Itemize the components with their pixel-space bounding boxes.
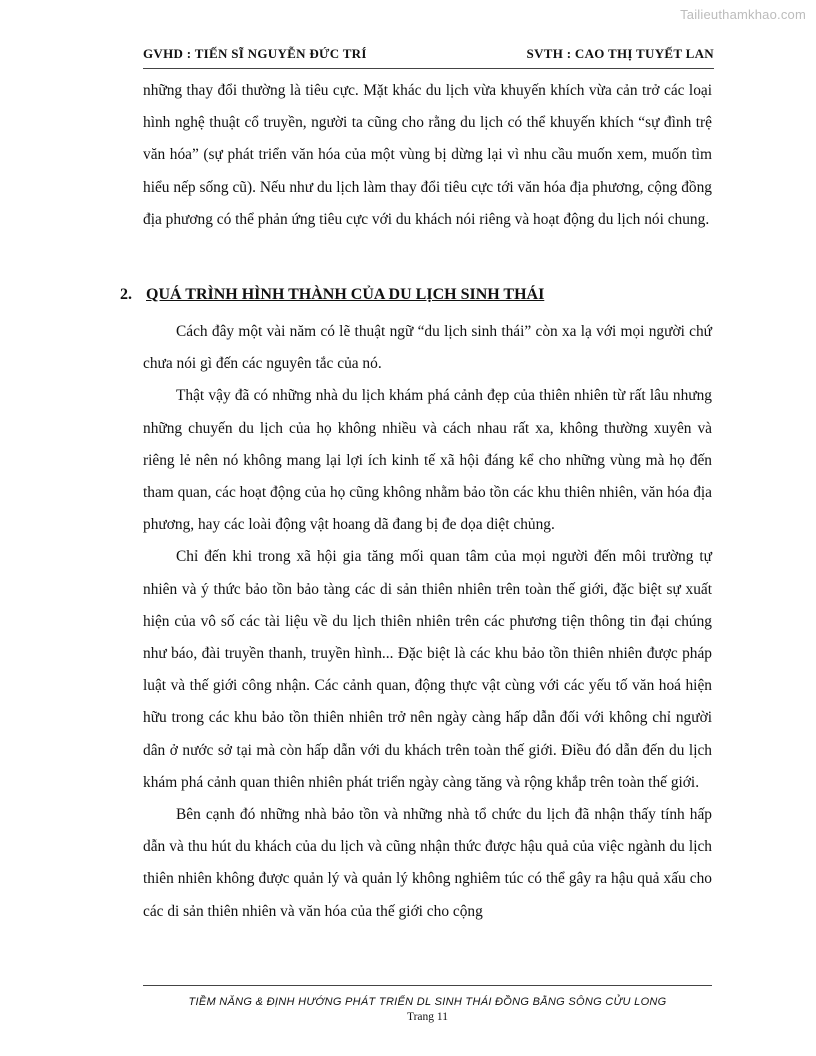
paragraph-4: Bên cạnh đó những nhà bảo tồn và những nhà tổ chức du lịch đã nhận thấy tính hấp dẫn và thu hút du khách của du lịch và cũng nhận thức được hậu quả của việc ngành du lịch thiên nhiên không được quản lý và quản lý không nghiêm túc có thể gây ra hậu quả xấu cho các di sản thiên nhiên và văn hóa của thế giới cho cộng: [143, 806, 712, 920]
section-title: QUÁ TRÌNH HÌNH THÀNH CỦA DU LỊCH SINH THÁI: [146, 286, 545, 303]
section-heading: [120, 286, 544, 304]
header-advisor: GVHD : TIẾN SĨ NGUYỄN ĐỨC TRÍ: [143, 46, 367, 61]
paragraph-3: Chỉ đến khi trong xã hội gia tăng mối quan tâm của mọi người đến môi trường tự nhiên và ý thức bảo tồn bảo tàng các di sản thiên nhiên trên toàn thế giới, đặc biệt sự xuất hiện của vô số các tài liệu về du lịch thiên nhiên trên các phương tiện thông tin đại chúng như báo, đài truyền thanh, truyền hình... Đặc biệt là các khu bảo tồn thiên nhiên được pháp luật và thế giới công nhận. Các cảnh quan, động thực vật cùng với các yếu tố văn hoá hiện hữu trong các khu bảo tồn thiên nhiên trở nên ngày càng hấp dẫn đối với không chỉ người dân ở nước sở tại mà còn hấp dẫn với du khách trên toàn thế giới. Điều đó dẫn đến du lịch khám phá cảnh quan thiên nhiên phát triển ngày càng tăng và rộng khắp trên toàn thế giới.: [143, 548, 712, 791]
paragraph-1: Cách đây một vài năm có lẽ thuật ngữ “du lịch sinh thái” còn xa lạ với mọi người chứ chưa nói gì đến các nguyên tắc của nó.: [143, 323, 712, 373]
watermark-text: Tailieuthamkhao.com: [680, 7, 806, 22]
intro-paragraph: những thay đổi thường là tiêu cực. Mặt khác du lịch vừa khuyến khích vừa cản trở các loại hình nghệ thuật cổ truyền, người ta cũng cho rằng du lịch có thể khuyến khích “sự đình trệ văn hóa” (sự phát triển văn hóa của một vùng bị dừng lại vì nhu cầu muốn xem, muốn tìm hiểu nếp sống cũ). Nếu như du lịch làm thay đổi tiêu cực tới văn hóa địa phương, cộng đồng địa phương có thể phản ứng tiêu cực với du khách nói riêng và hoạt động du lịch nói chung.: [143, 82, 712, 228]
section-body: [143, 316, 712, 928]
paragraph-2: Thật vậy đã có những nhà du lịch khám phá cảnh đẹp của thiên nhiên từ rất lâu nhưng những chuyến du lịch của họ không nhiều và cách nhau rất xa, không thường xuyên và riêng lẻ nên nó không mang lại lợi ích kinh tế xã hội đáng kể cho những vùng mà họ đến tham quan, các hoạt động của họ cũng không nhằm bảo tồn các khu thiên nhiên, văn hóa địa phương, hay các loài động vật hoang dã đang bị đe dọa diệt chủng.: [143, 387, 712, 534]
page-number: Trang 11: [406, 1011, 448, 1023]
section-number: 2.: [120, 286, 132, 303]
page-header: [143, 44, 714, 69]
header-student: SVTH : CAO THỊ TUYẾT LAN: [526, 46, 714, 61]
page-footer: [143, 985, 712, 1023]
page-body: [143, 75, 712, 236]
footer-title: TIỀM NĂNG & ĐỊNH HƯỚNG PHÁT TRIỂN DL SINH THÁI ĐỒNG BẰNG SÔNG CỬU LONG: [188, 996, 667, 1008]
